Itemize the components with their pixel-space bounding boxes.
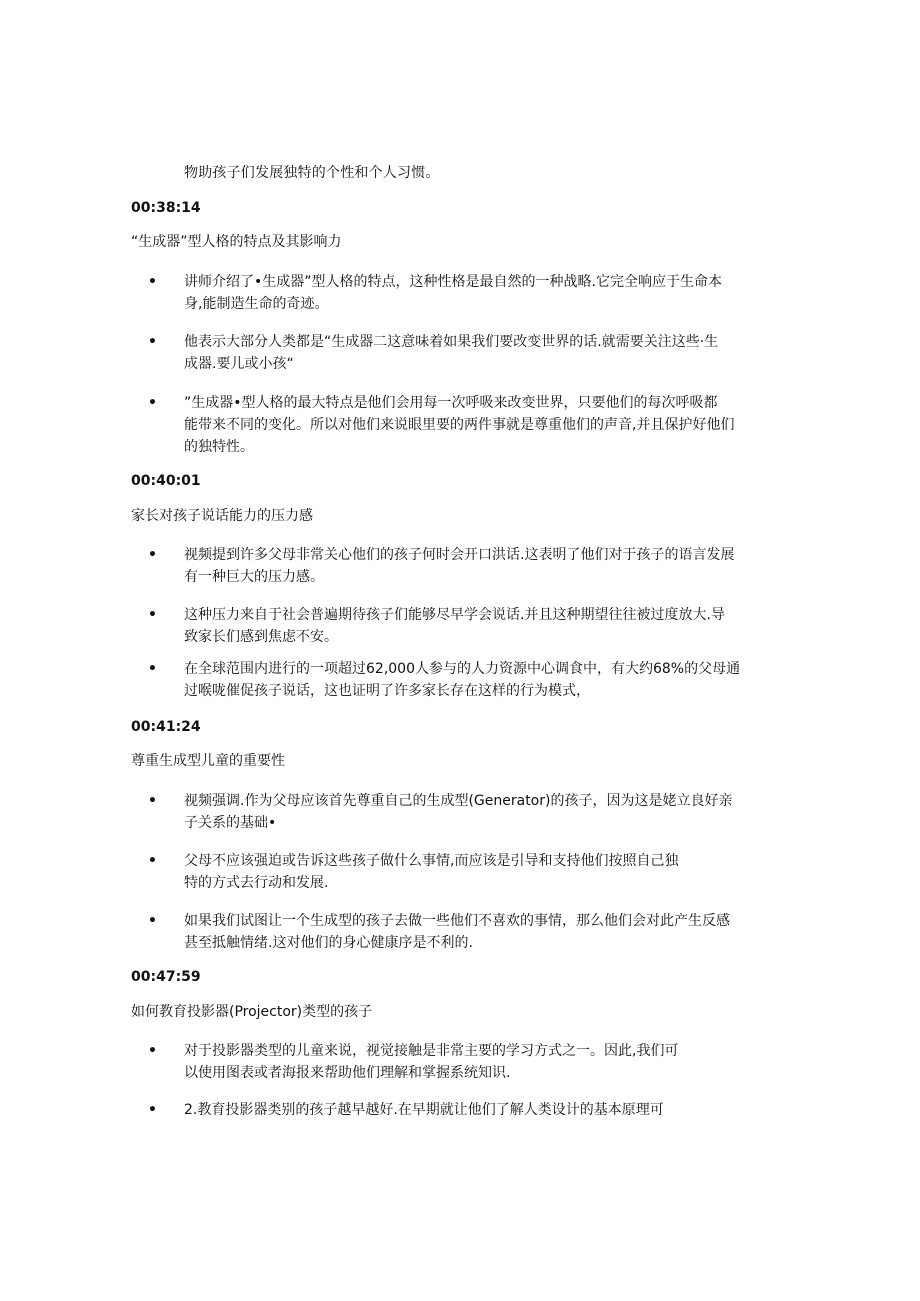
bullet-line: 如果我们试图让一个生成型的孩子去做一些他们不喜欢的事情，那么他们会对此产生反感 (184, 913, 730, 929)
bullet-item (184, 910, 794, 954)
bullet-line: 2.教育投影器类别的孩子越早越好.在早期就让他们了解人类设计的基本原理可 (184, 1102, 664, 1118)
bullet-item (184, 604, 794, 648)
bullet-line: 甚至抵触情绪.这对他们的身心健康序是不利的. (184, 935, 473, 951)
bullet-marker: • (148, 1043, 157, 1059)
bullet-marker: • (148, 607, 157, 623)
bullet-marker: • (148, 395, 157, 411)
section-heading: 家长对孩子说话能力的压力感 (131, 508, 313, 524)
bullet-line: 对于投影器类型的儿童来说，视觉接触是非常主要的学习方式之一。因此,我们可 (184, 1043, 679, 1059)
timestamp: 00:38:14 (131, 200, 201, 216)
bullet-item (184, 331, 794, 375)
bullet-item (184, 658, 794, 702)
bullet-marker: • (148, 334, 157, 350)
bullet-line: 身,能制造生命的奇迹。 (184, 296, 329, 312)
bullet-line: 父母不应该强迫或告诉这些孩子做什么事情,而应该是引导和支持他们按照自己独 (184, 853, 679, 869)
bullet-line: 成器.要儿或小孩“ (184, 356, 294, 372)
bullet-marker: • (148, 547, 157, 563)
bullet-marker: • (148, 274, 157, 290)
bullet-line: 特的方式去行动和发展. (184, 875, 329, 891)
section-heading: 如何教育投影器(Projector)类型的孩子 (131, 1004, 373, 1020)
timestamp: 00:47:59 (131, 969, 201, 985)
bullet-line: 的独特性。 (184, 439, 254, 455)
bullet-line: 视频提到许多父母非常关心他们的孩子何时会开口洪话.这表明了他们对于孩子的语言发展 (184, 547, 735, 563)
bullet-marker: • (148, 853, 157, 869)
bullet-item (184, 271, 794, 315)
timestamp: 00:41:24 (131, 719, 201, 735)
bullet-line: ”生成器•型人格的最大特点是他们会用每一次呼吸来改变世界，只要他们的每次呼吸都 (184, 395, 718, 411)
bullet-marker: • (148, 913, 157, 929)
timestamp: 00:40:01 (131, 473, 201, 489)
intro-line: 物助孩子们发展独特的个性和个人习惯。 (184, 165, 440, 181)
bullet-item (184, 544, 794, 588)
bullet-line: 视频强调.作为父母应该首先尊重自己的生成型(Generator)的孩子，因为这是姥立良好亲 (184, 793, 733, 809)
bullet-line: 这种压力来自于社会普遍期待孩子们能够尽早学会说话.并且这种期望往往被过度放大.导 (184, 607, 725, 623)
bullet-line: 在全球范围内进行的一项超过62,000人参与的人力资源中心调食中，有大约68%的父母通 (184, 661, 741, 677)
section-heading: 尊重生成型儿童的重要性 (131, 753, 285, 769)
bullet-line: 讲师介绍了•生成器”型人格的特点，这种性格是最自然的一种战略.它完全响应于生命本 (184, 274, 722, 290)
bullet-line: 过喉咙催促孩子说话，这也证明了许多家长存在这样的行为模式， (184, 683, 590, 699)
bullet-line: 有一种巨大的压力感。 (184, 569, 324, 585)
bullet-line: 以使用图表或者海报来帮助他们理解和掌握系统知识. (184, 1065, 511, 1081)
bullet-marker: • (148, 1102, 157, 1118)
bullet-marker: • (148, 661, 157, 677)
bullet-item (184, 1040, 794, 1084)
bullet-item (184, 790, 794, 834)
bullet-line: 子关系的基础• (184, 815, 277, 831)
bullet-line: 他表示大部分人类都是“生成器二这意味着如果我们要改变世界的话.就需要关注这些·生 (184, 334, 719, 350)
bullet-line: 能带来不同的变化。所以对他们来说眼里要的两件事就是尊重他们的声音,并且保护好他们 (184, 417, 735, 433)
bullet-item (184, 392, 794, 458)
section-heading: “生成器”型人格的特点及其影响力 (131, 234, 342, 250)
bullet-line: 致家长们感到焦虑不安。 (184, 629, 338, 645)
bullet-item (184, 850, 794, 894)
bullet-item (184, 1099, 794, 1121)
bullet-marker: • (148, 793, 157, 809)
